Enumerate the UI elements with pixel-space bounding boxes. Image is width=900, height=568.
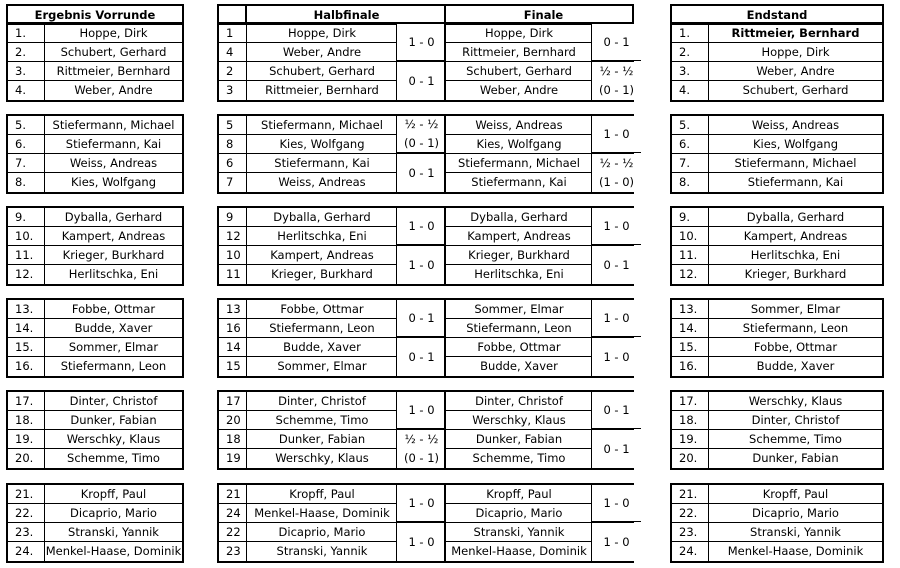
rank: 4. bbox=[15, 83, 26, 97]
finale-player: Stiefermann, Michael bbox=[458, 156, 580, 170]
player-name: Kropff, Paul bbox=[762, 487, 829, 501]
finale-player: Stiefermann, Leon bbox=[466, 321, 572, 335]
endstand-group bbox=[670, 206, 884, 286]
rank: 22. bbox=[679, 506, 698, 520]
halbfinale-player: Kies, Wolfgang bbox=[279, 137, 365, 151]
table-row bbox=[8, 523, 182, 542]
rank: 19. bbox=[15, 432, 34, 446]
seed-number: 7 bbox=[226, 175, 234, 189]
player-name: Schemme, Timo bbox=[749, 432, 842, 446]
table-row bbox=[672, 449, 882, 468]
finale-player: Kropff, Paul bbox=[486, 487, 552, 501]
table-row bbox=[8, 81, 182, 100]
table-row bbox=[672, 523, 882, 542]
rank: 18. bbox=[15, 413, 34, 427]
table-row bbox=[672, 300, 882, 319]
halbfinale-score bbox=[397, 62, 446, 100]
vorrunde-group bbox=[6, 483, 184, 563]
finale-score bbox=[592, 24, 641, 61]
halbfinale-score bbox=[397, 246, 446, 284]
seed-number: 9 bbox=[226, 210, 234, 224]
player-name: Dinter, Christof bbox=[751, 413, 840, 427]
rank: 8. bbox=[15, 175, 26, 189]
halbfinale-score bbox=[397, 208, 446, 245]
finale-player: Sommer, Elmar bbox=[474, 302, 564, 316]
player-name: Hoppe, Dirk bbox=[79, 26, 148, 40]
halbfinale-player: Kropff, Paul bbox=[289, 487, 355, 501]
rank: 5. bbox=[679, 118, 690, 132]
table-row bbox=[8, 504, 182, 523]
rank: 6. bbox=[15, 137, 26, 151]
table-row bbox=[672, 319, 882, 338]
score-value: 1 - 0 bbox=[408, 495, 435, 510]
finale-player: Kies, Wolfgang bbox=[476, 137, 562, 151]
rank: 8. bbox=[679, 175, 690, 189]
halbfinale-score bbox=[397, 392, 446, 429]
seed-number: 15 bbox=[226, 359, 241, 373]
player-name: Kies, Wolfgang bbox=[70, 175, 157, 189]
finale-score bbox=[592, 154, 641, 192]
finale-score bbox=[592, 208, 641, 245]
finale-player: Schubert, Gerhard bbox=[466, 64, 572, 78]
player-name: Dicaprio, Mario bbox=[70, 506, 157, 520]
vorrunde-group bbox=[6, 298, 184, 378]
score-value: 0 - 1 bbox=[408, 165, 435, 180]
rank: 17. bbox=[679, 394, 698, 408]
finale-score bbox=[592, 485, 641, 522]
table-row bbox=[672, 24, 882, 43]
table-row bbox=[8, 208, 182, 227]
score-value: 1 - 0 bbox=[408, 257, 435, 272]
table-row bbox=[8, 430, 182, 449]
rank: 20. bbox=[679, 451, 698, 465]
seed-number: 2 bbox=[226, 64, 234, 78]
table-row bbox=[8, 357, 182, 376]
table-row bbox=[8, 392, 182, 411]
halbfinale-player: Dicaprio, Mario bbox=[278, 525, 366, 539]
player-name: Herlitschka, Eni bbox=[68, 267, 159, 281]
halbfinale-player: Stiefermann, Michael bbox=[261, 118, 383, 132]
rank: 3. bbox=[15, 64, 26, 78]
player-name: Werschky, Klaus bbox=[66, 432, 161, 446]
player-name: Schemme, Timo bbox=[67, 451, 160, 465]
rank: 24. bbox=[679, 544, 698, 558]
table-row bbox=[8, 265, 182, 284]
rank: 18. bbox=[679, 413, 698, 427]
table-row bbox=[672, 62, 882, 81]
rank: 9. bbox=[15, 210, 26, 224]
halbfinale-score bbox=[397, 154, 446, 192]
rank: 7. bbox=[15, 156, 26, 170]
halbfinale-player: Budde, Xaver bbox=[283, 340, 361, 354]
endstand-group bbox=[670, 22, 884, 102]
vorrunde-group bbox=[6, 390, 184, 470]
score-value: ½ - ½ bbox=[404, 117, 439, 131]
score-value: 1 - 0 bbox=[603, 126, 630, 141]
vorrunde-group bbox=[6, 22, 184, 102]
rank: 21. bbox=[679, 487, 698, 501]
rank: 16. bbox=[679, 359, 698, 373]
seed-number: 4 bbox=[226, 45, 234, 59]
rank: 12. bbox=[679, 267, 698, 281]
score-value: 1 - 0 bbox=[408, 534, 435, 549]
finale-player: Schemme, Timo bbox=[472, 451, 566, 465]
seed-number: 23 bbox=[226, 544, 241, 558]
score-value: 0 - 1 bbox=[408, 310, 435, 325]
table-row bbox=[672, 542, 882, 561]
score-tiebreak: (0 - 1) bbox=[598, 83, 635, 97]
halbfinale-player: Sommer, Elmar bbox=[277, 359, 367, 373]
player-name: Stiefermann, Kai bbox=[747, 175, 844, 189]
table-row bbox=[8, 62, 182, 81]
score-value: 0 - 1 bbox=[603, 402, 630, 417]
table-row bbox=[8, 173, 182, 192]
halbfinale-score bbox=[397, 430, 446, 468]
table-row bbox=[8, 135, 182, 154]
finale-player: Dicaprio, Mario bbox=[475, 506, 563, 520]
halbfinale-score bbox=[397, 24, 446, 61]
player-name: Kampert, Andreas bbox=[743, 229, 848, 243]
player-name: Fobbe, Ottmar bbox=[71, 302, 156, 316]
rank: 20. bbox=[15, 451, 34, 465]
table-row bbox=[8, 542, 182, 561]
rank: 13. bbox=[679, 302, 698, 316]
halbfinale-score bbox=[397, 116, 446, 153]
table-row bbox=[672, 485, 882, 504]
table-row bbox=[672, 357, 882, 376]
score-tiebreak: (0 - 1) bbox=[403, 451, 440, 465]
halbfinale-player: Weiss, Andreas bbox=[278, 175, 366, 189]
finale-player: Rittmeier, Bernhard bbox=[462, 45, 576, 59]
player-name: Menkel-Haase, Dominik bbox=[45, 544, 182, 558]
table-row bbox=[8, 411, 182, 430]
rank: 1. bbox=[15, 26, 26, 40]
finale-score bbox=[592, 116, 641, 153]
table-row bbox=[8, 246, 182, 265]
halbfinale-score bbox=[397, 338, 446, 376]
halbfinale-player: Menkel-Haase, Dominik bbox=[254, 506, 390, 520]
player-name: Fobbe, Ottmar bbox=[753, 340, 838, 354]
halbfinale-player: Krieger, Burkhard bbox=[271, 267, 373, 281]
halbfinale-player: Stiefermann, Kai bbox=[274, 156, 370, 170]
seed-number: 14 bbox=[226, 340, 241, 354]
player-name: Budde, Xaver bbox=[74, 321, 153, 335]
finale-player: Werschky, Klaus bbox=[472, 413, 566, 427]
player-name: Krieger, Burkhard bbox=[744, 267, 847, 281]
player-name: Weiss, Andreas bbox=[69, 156, 158, 170]
rank: 15. bbox=[15, 340, 34, 354]
player-name: Kropff, Paul bbox=[80, 487, 147, 501]
finale-player: Herlitschka, Eni bbox=[474, 267, 564, 281]
rank: 22. bbox=[15, 506, 34, 520]
rank: 23. bbox=[15, 525, 34, 539]
player-name: Werschky, Klaus bbox=[748, 394, 843, 408]
player-name: Dinter, Christof bbox=[69, 394, 158, 408]
halbfinale-player: Herlitschka, Eni bbox=[277, 229, 367, 243]
rank: 12. bbox=[15, 267, 34, 281]
seed-number: 21 bbox=[226, 487, 241, 501]
halbfinale-player: Schemme, Timo bbox=[275, 413, 369, 427]
rank: 11. bbox=[15, 248, 34, 262]
player-name: Budde, Xaver bbox=[756, 359, 835, 373]
seed-number: 17 bbox=[226, 394, 241, 408]
finale-score bbox=[592, 392, 641, 429]
player-name: Hoppe, Dirk bbox=[761, 45, 830, 59]
rank: 15. bbox=[679, 340, 698, 354]
seed-number: 1 bbox=[226, 26, 234, 40]
player-name: Schubert, Gerhard bbox=[60, 45, 167, 59]
finale-player: Dinter, Christof bbox=[475, 394, 563, 408]
player-name: Sommer, Elmar bbox=[68, 340, 159, 354]
score-value: 1 - 0 bbox=[603, 310, 630, 325]
score-value: 1 - 0 bbox=[603, 218, 630, 233]
halbfinale-score bbox=[397, 523, 446, 561]
rank: 1. bbox=[679, 26, 690, 40]
player-name: Stiefermann, Leon bbox=[742, 321, 849, 335]
halbfinale-player: Stiefermann, Leon bbox=[269, 321, 375, 335]
finale-player: Weiss, Andreas bbox=[475, 118, 563, 132]
table-row bbox=[672, 227, 882, 246]
rank: 2. bbox=[679, 45, 690, 59]
seed-number: 3 bbox=[226, 83, 234, 97]
seed-number: 10 bbox=[226, 248, 241, 262]
table-row bbox=[672, 208, 882, 227]
player-name: Stranski, Yannik bbox=[68, 525, 159, 539]
player-name: Stranski, Yannik bbox=[750, 525, 841, 539]
rank: 9. bbox=[679, 210, 690, 224]
vorrunde-group bbox=[6, 206, 184, 286]
rank: 2. bbox=[15, 45, 26, 59]
finale-score bbox=[592, 430, 641, 468]
table-row bbox=[672, 135, 882, 154]
halbfinale-player: Dunker, Fabian bbox=[278, 432, 366, 446]
rank: 19. bbox=[679, 432, 698, 446]
player-name: Stiefermann, Michael bbox=[734, 156, 857, 170]
seed-number: 6 bbox=[226, 156, 234, 170]
bracket-group bbox=[217, 390, 634, 470]
finale-player: Kampert, Andreas bbox=[467, 229, 571, 243]
table-row bbox=[8, 449, 182, 468]
rank: 6. bbox=[679, 137, 690, 151]
rank: 11. bbox=[679, 248, 698, 262]
table-row bbox=[672, 173, 882, 192]
rank: 10. bbox=[15, 229, 34, 243]
bracket-group bbox=[217, 114, 634, 194]
seed-number: 13 bbox=[226, 302, 241, 316]
endstand-group bbox=[670, 298, 884, 378]
finale-player: Weber, Andre bbox=[479, 83, 559, 97]
halbfinale-player: Rittmeier, Bernhard bbox=[265, 83, 379, 97]
halbfinale-player: Schubert, Gerhard bbox=[269, 64, 375, 78]
finale-score bbox=[592, 62, 641, 100]
table-row bbox=[672, 504, 882, 523]
player-name: Stiefermann, Leon bbox=[60, 359, 167, 373]
finale-score bbox=[592, 523, 641, 561]
vorrunde-title: Ergebnis Vorrunde bbox=[34, 8, 156, 22]
player-name: Herlitschka, Eni bbox=[750, 248, 841, 262]
rank: 14. bbox=[679, 321, 698, 335]
table-row bbox=[672, 116, 882, 135]
player-name: Rittmeier, Bernhard bbox=[731, 26, 860, 40]
rank: 23. bbox=[679, 525, 698, 539]
player-name: Dicaprio, Mario bbox=[752, 506, 839, 520]
rank: 5. bbox=[15, 118, 26, 132]
rank: 4. bbox=[679, 83, 690, 97]
halbfinale-score bbox=[397, 300, 446, 337]
finale-player: Budde, Xaver bbox=[480, 359, 558, 373]
score-value: 1 - 0 bbox=[408, 218, 435, 233]
halbfinale-player: Werschky, Klaus bbox=[275, 451, 369, 465]
finale-player: Dyballa, Gerhard bbox=[470, 210, 568, 224]
table-row bbox=[672, 392, 882, 411]
finale-score bbox=[592, 246, 641, 284]
table-row bbox=[672, 430, 882, 449]
seed-number: 24 bbox=[226, 506, 241, 520]
bracket-group bbox=[217, 22, 634, 102]
rank: 21. bbox=[15, 487, 34, 501]
player-name: Kampert, Andreas bbox=[61, 229, 166, 243]
table-row bbox=[672, 81, 882, 100]
score-value: ½ - ½ bbox=[404, 432, 439, 446]
seed-number: 11 bbox=[226, 267, 241, 281]
halbfinale-player: Dinter, Christof bbox=[278, 394, 366, 408]
halbfinale-player: Fobbe, Ottmar bbox=[280, 302, 364, 316]
rank: 16. bbox=[15, 359, 34, 373]
score-tiebreak: (1 - 0) bbox=[598, 175, 635, 189]
finale-score bbox=[592, 338, 641, 376]
endstand-group bbox=[670, 390, 884, 470]
player-name: Weiss, Andreas bbox=[751, 118, 840, 132]
table-row bbox=[8, 319, 182, 338]
player-name: Dunker, Fabian bbox=[752, 451, 839, 465]
seed-number: 8 bbox=[226, 137, 234, 151]
bracket-group bbox=[217, 483, 634, 563]
finale-player: Dunker, Fabian bbox=[475, 432, 563, 446]
table-row bbox=[672, 338, 882, 357]
halbfinale-player: Hoppe, Dirk bbox=[287, 26, 357, 40]
seed-number: 5 bbox=[226, 118, 234, 132]
score-value: 1 - 0 bbox=[603, 349, 630, 364]
score-value: ½ - ½ bbox=[599, 156, 634, 170]
score-value: 1 - 0 bbox=[408, 34, 435, 49]
rank: 17. bbox=[15, 394, 34, 408]
table-row bbox=[8, 24, 182, 43]
player-name: Kies, Wolfgang bbox=[752, 137, 839, 151]
player-name: Weber, Andre bbox=[756, 64, 835, 78]
table-row bbox=[8, 116, 182, 135]
player-name: Rittmeier, Bernhard bbox=[56, 64, 171, 78]
rank: 24. bbox=[15, 544, 34, 558]
seed-number: 22 bbox=[226, 525, 241, 539]
player-name: Menkel-Haase, Dominik bbox=[727, 544, 864, 558]
table-row bbox=[672, 246, 882, 265]
halbfinale-score bbox=[397, 485, 446, 522]
table-row bbox=[8, 485, 182, 504]
finale-player: Hoppe, Dirk bbox=[484, 26, 554, 40]
table-row bbox=[8, 154, 182, 173]
player-name: Stiefermann, Kai bbox=[65, 137, 162, 151]
endstand-group bbox=[670, 483, 884, 563]
table-row bbox=[672, 265, 882, 284]
score-value: 0 - 1 bbox=[603, 34, 630, 49]
halbfinale-player: Stranski, Yannik bbox=[276, 544, 368, 558]
finale-title: Finale bbox=[523, 8, 564, 22]
player-name: Weber, Andre bbox=[74, 83, 153, 97]
endstand-title: Endstand bbox=[746, 8, 808, 22]
score-value: 1 - 0 bbox=[603, 495, 630, 510]
table-row bbox=[8, 227, 182, 246]
rank: 3. bbox=[679, 64, 690, 78]
rank: 14. bbox=[15, 321, 34, 335]
finale-player: Stiefermann, Kai bbox=[471, 175, 567, 189]
rank: 13. bbox=[15, 302, 34, 316]
endstand-group bbox=[670, 114, 884, 194]
table-row bbox=[672, 154, 882, 173]
score-tiebreak: (0 - 1) bbox=[403, 136, 440, 150]
player-name: Stiefermann, Michael bbox=[52, 118, 175, 132]
score-value: 0 - 1 bbox=[408, 73, 435, 88]
score-value: 1 - 0 bbox=[408, 402, 435, 417]
player-name: Dyballa, Gerhard bbox=[64, 210, 163, 224]
score-value: 0 - 1 bbox=[408, 349, 435, 364]
halbfinale-player: Kampert, Andreas bbox=[270, 248, 374, 262]
rank: 10. bbox=[679, 229, 698, 243]
finale-player: Fobbe, Ottmar bbox=[477, 340, 561, 354]
table-row bbox=[8, 300, 182, 319]
table-row bbox=[8, 338, 182, 357]
seed-number: 16 bbox=[226, 321, 241, 335]
vorrunde-group bbox=[6, 114, 184, 194]
table-row bbox=[8, 43, 182, 62]
player-name: Krieger, Burkhard bbox=[62, 248, 165, 262]
score-value: ½ - ½ bbox=[599, 64, 634, 78]
seed-number: 20 bbox=[226, 413, 241, 427]
player-name: Dunker, Fabian bbox=[70, 413, 157, 427]
score-value: 0 - 1 bbox=[603, 441, 630, 456]
seed-number: 18 bbox=[226, 432, 241, 446]
rank: 7. bbox=[679, 156, 690, 170]
bracket-group bbox=[217, 206, 634, 286]
bracket-group bbox=[217, 298, 634, 378]
seed-number: 19 bbox=[226, 451, 241, 465]
table-row bbox=[672, 411, 882, 430]
player-name: Dyballa, Gerhard bbox=[746, 210, 845, 224]
finale-score bbox=[592, 300, 641, 337]
finale-player: Menkel-Haase, Dominik bbox=[451, 544, 587, 558]
score-value: 1 - 0 bbox=[603, 534, 630, 549]
halbfinale-player: Dyballa, Gerhard bbox=[273, 210, 371, 224]
finale-player: Krieger, Burkhard bbox=[468, 248, 570, 262]
player-name: Schubert, Gerhard bbox=[742, 83, 849, 97]
score-value: 0 - 1 bbox=[603, 257, 630, 272]
halbfinale-title: Halbfinale bbox=[313, 8, 380, 22]
table-row bbox=[672, 43, 882, 62]
finale-player: Stranski, Yannik bbox=[473, 525, 565, 539]
seed-number: 12 bbox=[226, 229, 241, 243]
halbfinale-player: Weber, Andre bbox=[282, 45, 362, 59]
player-name: Sommer, Elmar bbox=[750, 302, 841, 316]
